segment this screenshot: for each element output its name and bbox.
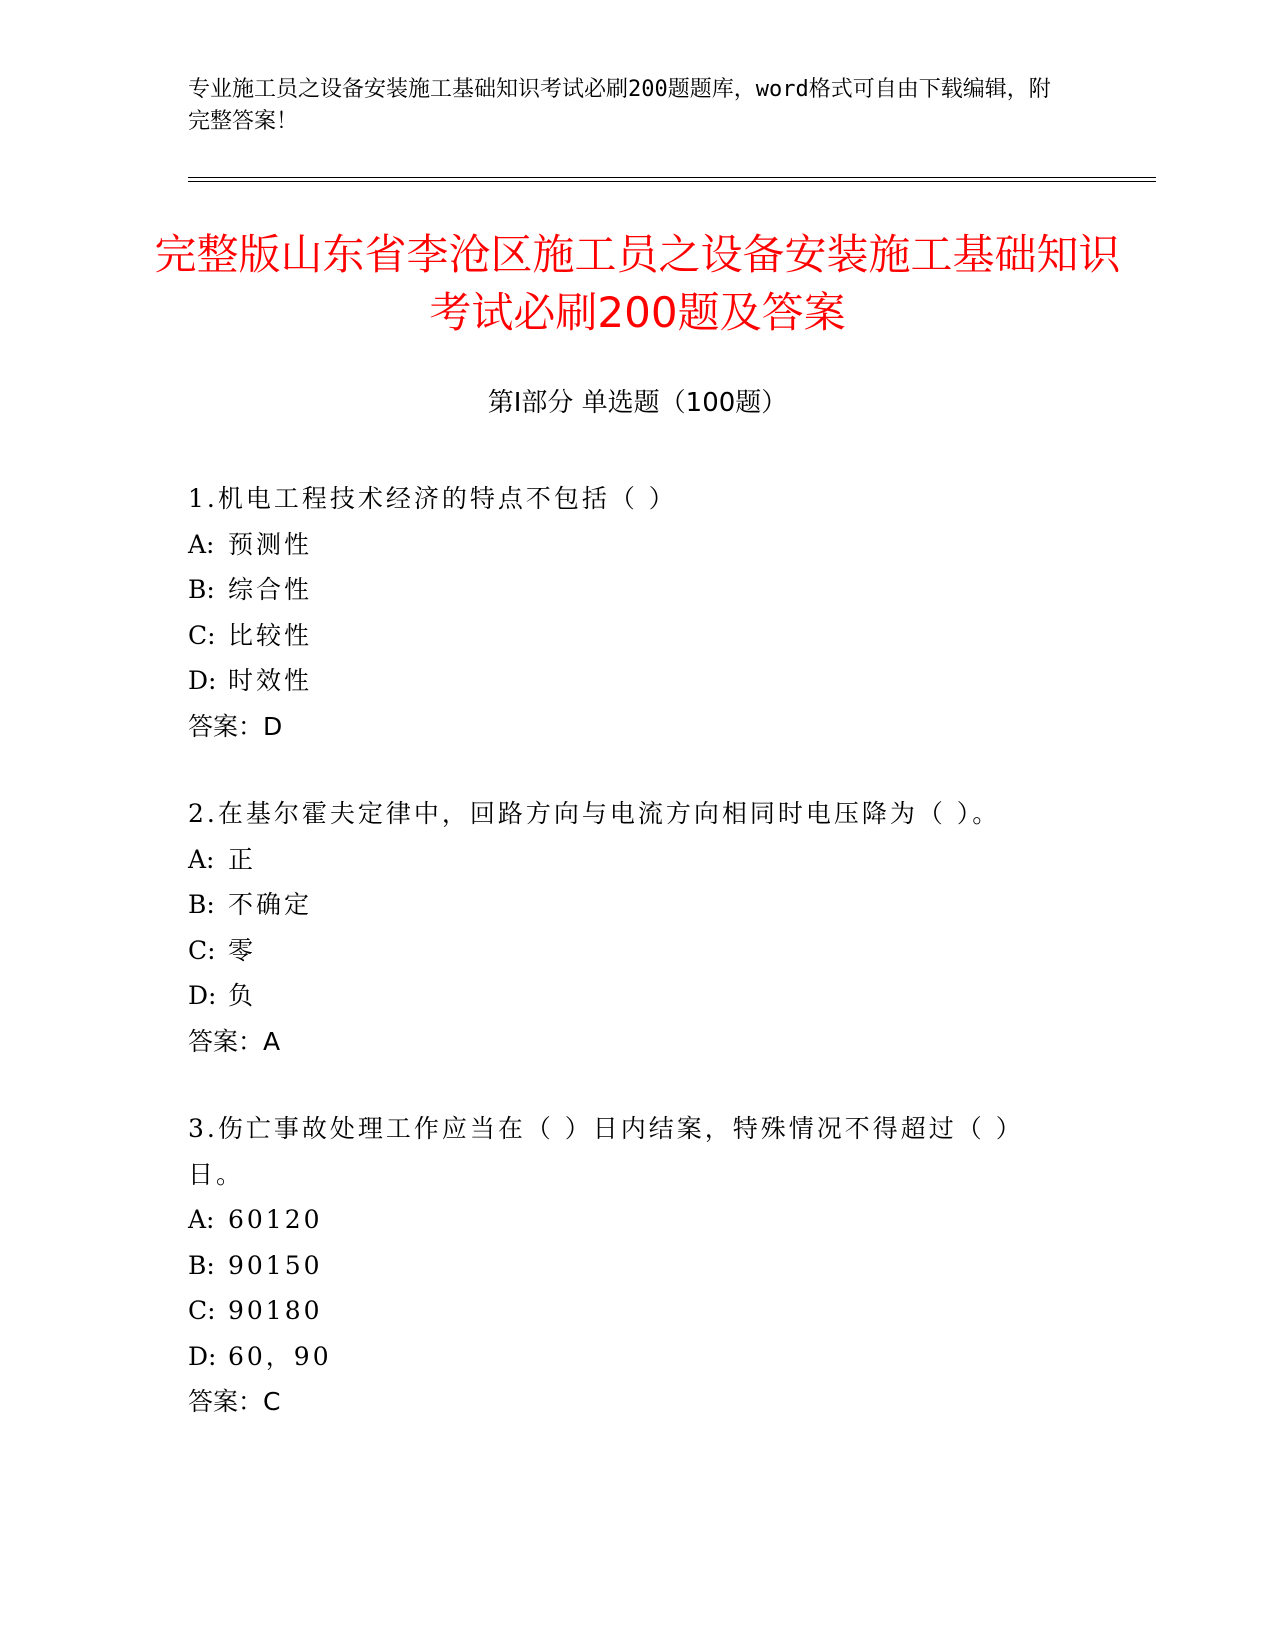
option-text: 时效性 [228,666,313,695]
option-letter: C: [188,935,216,965]
option-letter: A: [188,1205,215,1234]
option-d [188,658,1068,704]
option-text: 60，90 [228,1341,332,1371]
option-text: 负 [228,981,257,1010]
option-text: 90180 [228,1296,323,1325]
option-letter: C: [188,620,216,650]
option-letter: C: [188,1296,216,1325]
option-letter: A: [188,844,215,874]
answer-line: 答案：C [188,1387,281,1416]
option-letter: D: [188,981,217,1010]
question-3 [188,1106,1068,1425]
option-letter: B: [188,1250,215,1280]
question-text: 2.在基尔霍夫定律中，回路方向与电流方向相同时电压降为（ ）。 [188,799,1001,828]
option-a [188,1197,1068,1243]
option-text: 60120 [228,1205,323,1234]
option-c [188,1288,1068,1334]
option-c [188,613,1068,659]
option-text: 90150 [228,1250,323,1280]
option-a [188,522,1068,568]
question-2 [188,791,1068,1064]
option-text: 正 [228,844,257,874]
option-b [188,1243,1068,1289]
option-text: 预测性 [228,529,313,559]
answer-line: 答案：A [188,1026,281,1056]
option-text: 综合性 [228,575,313,604]
option-c [188,928,1068,974]
question-list [188,476,1068,1467]
question-1 [188,476,1068,749]
header-note: 专业施工员之设备安装施工基础知识考试必刷200题题库，word格式可自由下载编辑，附完整答案！ [188,77,1051,134]
section-heading: 第Ⅰ部分 单选题（100题） [487,388,788,418]
answer-line: 答案：D [188,711,283,741]
option-text: 不确定 [228,890,313,919]
option-b [188,882,1068,928]
option-d [188,973,1068,1019]
option-letter: D: [188,1341,217,1371]
header-divider-top [188,177,1156,178]
option-b [188,567,1068,613]
option-d [188,1334,1068,1380]
header-divider-bottom [188,181,1156,182]
option-letter: A: [188,529,215,559]
option-letter: B: [188,890,215,919]
question-text: 1.机电工程技术经济的特点不包括（ ） [188,484,677,513]
option-a [188,837,1068,883]
option-text: 比较性 [228,620,313,650]
option-text: 零 [228,935,257,965]
option-letter: D: [188,666,217,695]
document-title: 完整版山东省李沧区施工员之设备安装施工基础知识考试必刷200题及答案 [154,230,1121,337]
option-letter: B: [188,575,215,604]
question-text: 3.伤亡事故处理工作应当在（ ）日内结案，特殊情况不得超过（ ）日。 [188,1114,1024,1189]
